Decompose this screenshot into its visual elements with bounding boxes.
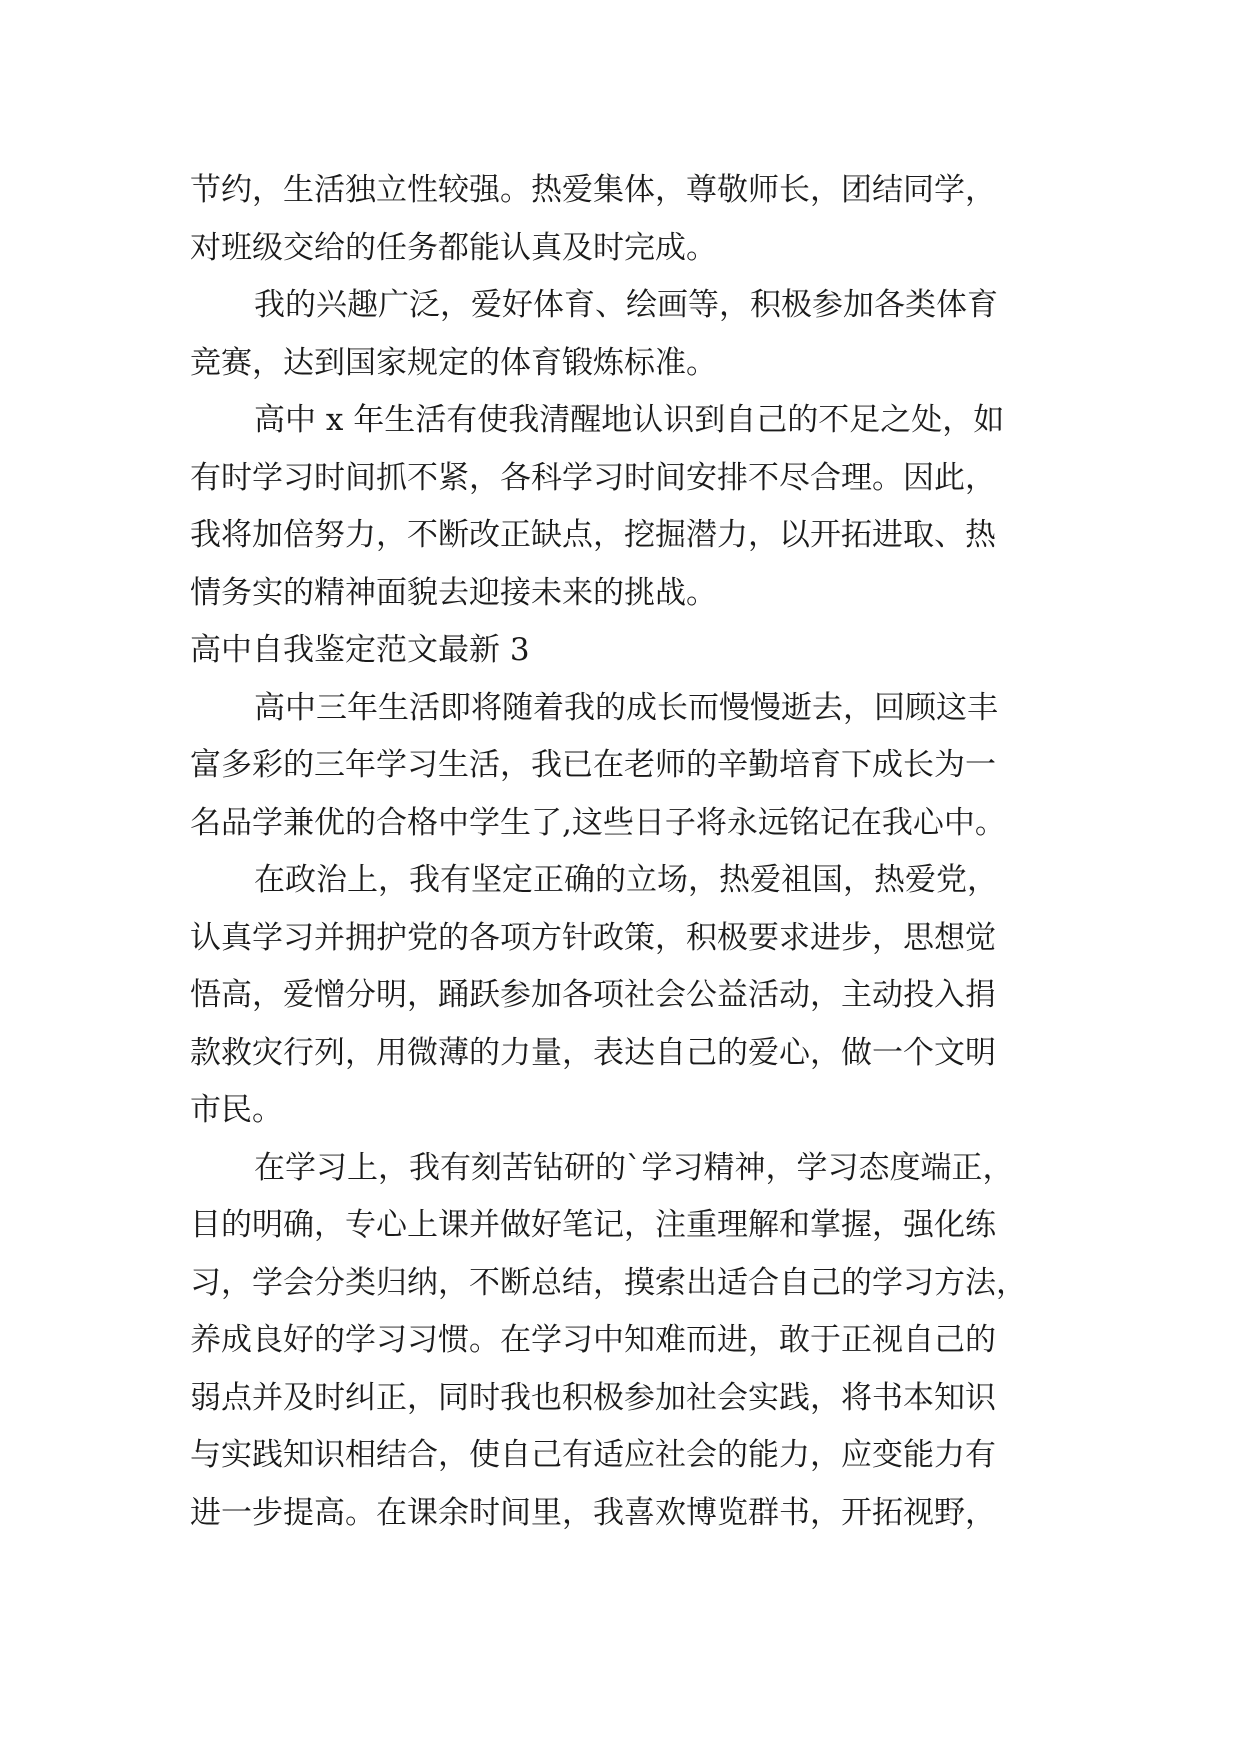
- paragraph-line: 富多彩的三年学习生活，我已在老师的辛勤培育下成长为一: [190, 747, 996, 783]
- paragraph-line: 市民。: [190, 1092, 283, 1128]
- section-heading: 高中自我鉴定范文最新 3: [190, 632, 530, 668]
- paragraph-line: 进一步提高。在课余时间里，我喜欢博览群书，开拓视野，: [190, 1494, 996, 1531]
- paragraph-line: 竞赛，达到国家规定的体育锻炼标准。: [190, 344, 717, 381]
- paragraph-line: 习，学会分类归纳，不断总结，摸索出适合自己的学习方法，: [190, 1264, 1027, 1301]
- paragraph-line: 目的明确，专心上课并做好笔记，注重理解和掌握，强化练: [190, 1207, 996, 1243]
- paragraph-line: 名品学兼优的合格中学生了,这些日子将永远铭记在我心中。: [190, 804, 1006, 841]
- paragraph-line: 情务实的精神面貌去迎接未来的挑战。: [190, 574, 717, 611]
- paragraph-line: 在学习上，我有刻苦钻研的`学习精神，学习态度端正，: [254, 1149, 1014, 1186]
- paragraph-line: 我的兴趣广泛，爱好体育、绘画等，积极参加各类体育: [254, 287, 998, 323]
- paragraph-line: 高中三年生活即将随着我的成长而慢慢逝去，回顾这丰: [254, 689, 998, 726]
- paragraph-line: 认真学习并拥护党的各项方针政策，积极要求进步，思想觉: [190, 919, 996, 956]
- paragraph-line: 在政治上，我有坚定正确的立场，热爱祖国，热爱党，: [254, 862, 998, 898]
- paragraph-line: 对班级交给的任务都能认真及时完成。: [190, 229, 717, 266]
- paragraph-line: 弱点并及时纠正，同时我也积极参加社会实践，将书本知识: [190, 1379, 996, 1416]
- paragraph-line: 与实践知识相结合，使自己有适应社会的能力，应变能力有: [190, 1437, 996, 1473]
- paragraph-line: 养成良好的学习习惯。在学习中知难而进，敢于正视自己的: [190, 1322, 996, 1358]
- paragraph-line: 节约，生活独立性较强。热爱集体，尊敬师长，团结同学，: [190, 172, 996, 208]
- paragraph-line: 款救灾行列，用微薄的力量，表达自己的爱心，做一个文明: [190, 1034, 996, 1071]
- paragraph-line: 高中 x 年生活有使我清醒地认识到自己的不足之处，如: [254, 402, 1005, 438]
- paragraph-line: 有时学习时间抓不紧，各科学习时间安排不尽合理。因此，: [190, 459, 996, 496]
- document-body: [190, 162, 1060, 1542]
- paragraph-line: 悟高，爱憎分明，踊跃参加各项社会公益活动，主动投入捐: [190, 977, 996, 1013]
- paragraph-line: 我将加倍努力，不断改正缺点，挖掘潜力，以开拓进取、热: [190, 517, 996, 553]
